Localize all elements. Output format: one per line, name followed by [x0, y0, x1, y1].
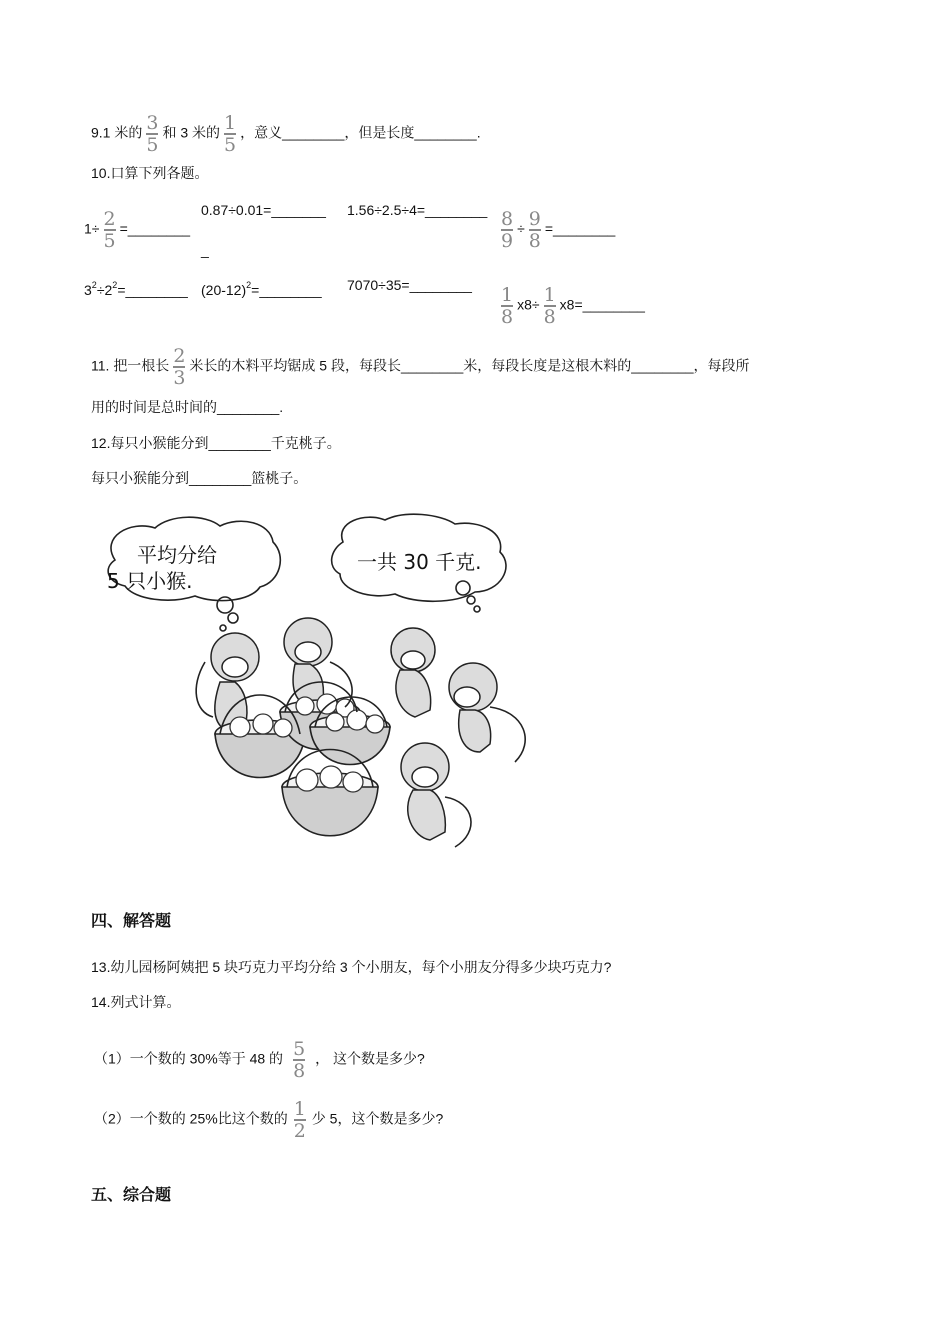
bubble-left-line1: 平均分给 — [137, 543, 217, 567]
fraction: $\frac{1}{5}$ — [224, 112, 237, 156]
bubble-right-text: 一共 30 千克. — [357, 550, 482, 574]
bubble-left-line2: 5 只小猴. — [107, 569, 193, 593]
question-14-title: 14.列式计算。 — [91, 994, 181, 1010]
fraction: $\frac{1}{2}$ — [293, 1098, 306, 1142]
q10-row2-item-c: 7070÷35=________ — [347, 277, 472, 293]
fraction: $\frac{9}{8}$ — [528, 208, 541, 252]
fraction: $\frac{5}{8}$ — [293, 1038, 306, 1082]
fraction: $\frac{2}{5}$ — [103, 208, 116, 252]
q10-row2-item-d: $\frac{1}{8}$ x8÷ $\frac{1}{8}$ x8=________ — [501, 284, 645, 328]
fraction: $\frac{1}{8}$ — [501, 284, 514, 328]
q10-row1-underscore: _ — [201, 242, 209, 258]
section-5-heading: 五、综合题 — [91, 1187, 172, 1204]
fraction: $\frac{2}{3}$ — [173, 345, 186, 389]
fraction: $\frac{1}{8}$ — [543, 284, 556, 328]
question-10-title: 10.口算下列各题。 — [91, 165, 209, 181]
q10-row1-item-c: 1.56÷2.5÷4=________ — [347, 202, 488, 218]
q10-row1-item-d: $\frac{8}{9}$ ÷ $\frac{9}{8}$ =________ — [501, 208, 616, 252]
q10-row1-item-a: 1÷ $\frac{2}{5}$ =________ — [84, 208, 191, 252]
monkeys-illustration — [95, 512, 540, 877]
question-14-part-2: （2）一个数的 25%比这个数的 $\frac{1}{2}$ 少 5，这个数是多少? — [94, 1098, 444, 1142]
q10-row2-item-b: $(20-12)^2=\_\_\_\_\_\_\_\_$ — [201, 280, 322, 298]
question-12-line2: 每只小猴能分到________篮桃子。 — [91, 470, 308, 486]
q10-row1-item-b: 0.87÷0.01=_______ — [201, 202, 326, 218]
fraction: $\frac{3}{5}$ — [146, 112, 159, 156]
question-11-line2: 用的时间是总时间的________. — [91, 399, 284, 415]
question-13: 13.幼儿园杨阿姨把 5 块巧克力平均分给 3 个小朋友，每个小朋友分得多少块巧克力? — [91, 959, 612, 975]
question-14-part-1: （1）一个数的 30%等于 48 的 $\frac{5}{8}$ ， 这个数是多少? — [94, 1038, 425, 1082]
q10-row2-item-a: $3^2\div 2^2=\_\_\_\_\_\_\_\_$ — [84, 280, 188, 298]
question-11: 11. 把一根长 $\frac{2}{3}$ 米长的木料平均锯成 5 段，每段长________米，每段长度是这根木料的________，每段所 — [91, 345, 750, 389]
fraction: $\frac{8}{9}$ — [501, 208, 514, 252]
question-12-line1: 12.每只小猴能分到________千克桃子。 — [91, 435, 341, 451]
section-4-heading: 四、解答题 — [91, 913, 172, 930]
question-9: 9.1 米的 $\frac{3}{5}$ 和 3 米的 $\frac{1}{5}$ ，意义________，但是长度________. — [91, 112, 481, 156]
